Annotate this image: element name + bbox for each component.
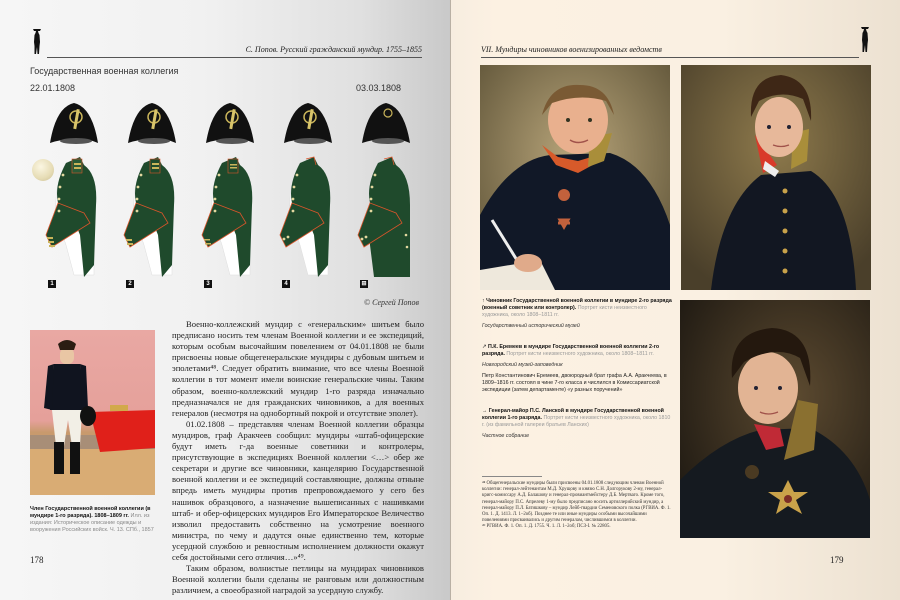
- plate-number: 2: [126, 280, 134, 288]
- arrow-up-icon: ↑: [482, 298, 485, 304]
- official-illustration: [30, 330, 155, 495]
- portrait-lanskoy: [680, 300, 870, 538]
- caption-location: Частное собрание: [482, 433, 530, 439]
- uniform-illustration: [192, 95, 268, 290]
- portrait-captions: [482, 298, 672, 454]
- caption-location: Государственный исторический музей: [482, 323, 580, 329]
- uniform-illustration: [114, 95, 190, 290]
- portrait-image: [680, 300, 870, 538]
- portrait-image: [480, 65, 670, 290]
- uniform-plate-2: [114, 95, 190, 290]
- uniform-illustration: [348, 95, 424, 290]
- arrow-up-right-icon: ↗: [482, 344, 487, 350]
- caption-source: Портрет кисти неизвестного художника, около 1808–1811 гг.: [506, 351, 654, 357]
- arrow-right-icon: →: [482, 408, 488, 414]
- caption-portrait-2: [482, 344, 672, 394]
- paragraph: Таким образом, волнистые петлицы на мундирах чиновников Военной коллегии были сделаны не ранговым или должностным различием, а своеобразной наградой за усердную службу.: [172, 563, 424, 596]
- portrait-eremeev: [681, 65, 871, 290]
- footnote-48: ⁴⁸ Общегенеральские мундиры были присвоены 04.01.1808 следующим членам Военной коллегии: генерал-лейтенантам М.Д. Хрущову и князю С.Н. Долгорукову 2-му, генерал-кригс-комиссару А.Д. Балашову и генерал-провиантмейстеру Д.Б. Мертваго. Кроме того, генерал-майору П.С. Апрелеву 1-му было предписано носить артиллерийский мундир, а генерал-майору П.Л. Батишкову – мундир Лейб-гвардии Семеновского полка (РГВИА. Ф. 1. Оп. 1. Д. 1413. Л. 1–2об). Позднее те или иные мундиры особыми высочайшими повелениями присваивались и другим генералам, числившимся в коллегии.: [482, 481, 671, 524]
- body-text: [172, 319, 424, 596]
- running-header-right: [481, 30, 859, 58]
- caption-description: Петр Константинович Еремеев, двоюродный брат графа А.А. Аракчеева, в 1809–1816 гг. состоял в чине 7-го класса и числился в Комиссариатской экспедиции (затем департаменте) «у разных поручений»: [482, 373, 667, 393]
- running-header-left: [47, 30, 422, 58]
- official-figure-image: [30, 330, 155, 495]
- start-date: 22.01.1808: [30, 83, 76, 93]
- plate-number: 1: [48, 280, 56, 288]
- uniform-illustration: [270, 95, 346, 290]
- caption-title: Член Государственной военной коллегии (в мундире 1-го разряда). 1808–1809 гг.: [30, 506, 151, 519]
- caption-title: П.К. Еремеев в мундире Государственной военной коллегии 2-го разряда.: [482, 344, 660, 357]
- paragraph: 01.02.1808 – представляя членам Военной коллегии образцы мундиров, граф Аракчеев сообщил: мундиры «штаб-офицерские будут иметь г-да военные советники и контролеры, присутствующие в экспедициях Военной коллегии <…> обер же секретари и другие все чиновники, канцелярию Государственной военной коллегии и ее экспедиций составляющие, должны отныне впредь иметь мундиры против препровождаемого у сего без нашивок образцового, а назначение вышеписанных с нашивками штаб- и обер-офицерских мундиров Его Императорское Величество изволил предоставить собственно на усмотрение военного министра, по чему и дадутся оные единственно тем, которые усердной службою и ревностным исполнением должности окажут себя достойными сего отличия…»⁴⁹.: [172, 418, 424, 562]
- plate-number: 4: [282, 280, 290, 288]
- footnote-divider: [482, 476, 542, 477]
- napoleon-silhouette-icon: [859, 24, 871, 54]
- plate-number: ⊞: [361, 281, 367, 287]
- illustration-caption: [30, 506, 160, 534]
- plate-number: 3: [204, 280, 212, 288]
- uniform-illustration: [36, 95, 112, 290]
- plate-copyright: © Сергей Попов: [364, 298, 419, 307]
- caption-location: Новгородский музей-заповедник: [482, 362, 563, 368]
- page-number-right: 179: [830, 555, 844, 565]
- uniform-plate-4: [270, 95, 346, 290]
- uniform-plate-1: [36, 95, 112, 290]
- page-number-left: 178: [30, 555, 44, 565]
- footnote-49: ⁴⁹ РГВИА. Ф. 1. Оп. 1. Д. 1755. Ч. 1. Л. 1–2об; ПСЗ-I. № 22805.: [482, 524, 611, 530]
- portrait-image: [681, 65, 871, 290]
- section-title: Государственная военная коллегия: [30, 66, 179, 76]
- footnotes: [482, 481, 672, 531]
- caption-source: Портрет кисти неизвестного художника, около 1808–1811 гг.: [482, 305, 647, 318]
- caption-portrait-1: [482, 298, 672, 330]
- book-title: С. Попов. Русский гражданский мундир. 1755–1855: [245, 45, 422, 54]
- caption-title: Генерал-майор П.С. Ланской в мундире Государственной военной коллегии 1-го разряда.: [482, 408, 664, 421]
- portrait-official-2nd-rank: [480, 65, 670, 290]
- uniform-plates: [26, 95, 426, 295]
- caption-source: Портрет кисти неизвестного художника, около 1810 г. (из фамильной галереи братьев Ланских): [482, 415, 671, 428]
- chapter-title: VII. Мундиры чиновников военизированных ведомств: [481, 45, 662, 54]
- napoleon-silhouette-icon: [31, 26, 43, 56]
- end-date: 03.03.1808: [356, 83, 402, 93]
- caption-title: Чиновник Государственной военной коллегии в мундире 2-го разряда (военный советник или контролер).: [482, 298, 672, 311]
- paragraph: Военно-коллежский мундир с «генеральским» шитьем было предписано носить тем членам Военной коллегии и ее экспедиций, которым особым высочайшим повелением от 04.01.1808 не были присвоены новые общегенеральские мундиры с дубовым шитьем и эполетами⁴⁸. Следует обратить внимание, что все члены Военной коллегии в тот момент имели воинские генеральские чины. Таким образом, военно-коллежский мундир 1-го разряда изначально предназначался не для гражданских чиновников, а для военных генералов (несмотря на однобортный покрой и отсутствие эполет).: [172, 319, 424, 418]
- caption-source: Илл. из издания: Историческое описание одежды и вооружения Российских войск. Ч. 13. СПб., 1857: [30, 513, 154, 533]
- uniform-plate-3: [192, 95, 268, 290]
- uniform-plate-5: [348, 95, 424, 290]
- caption-portrait-3: [482, 408, 672, 440]
